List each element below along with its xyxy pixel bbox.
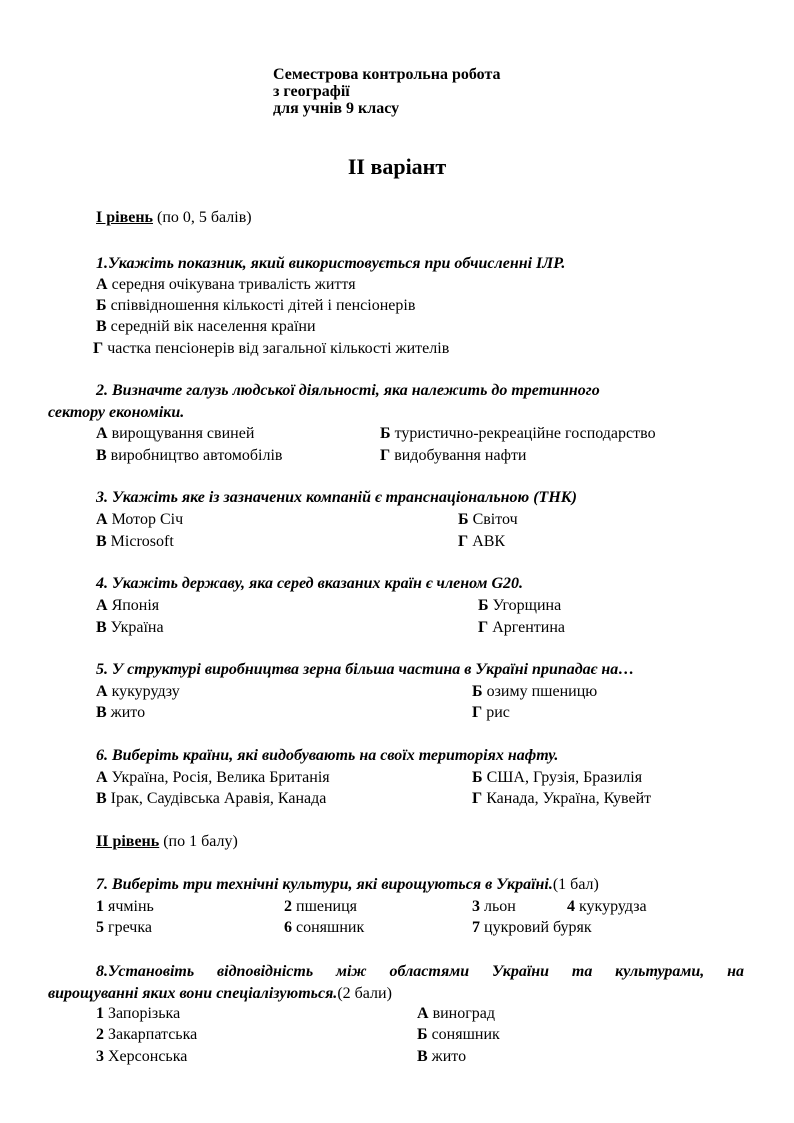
variant-title: ІІ варіант <box>347 154 447 179</box>
q8-text-line1: 8.Установіть відповідність між областями України та культурами, на <box>96 963 744 980</box>
list-item: 1 ячмінь <box>96 898 154 915</box>
list-item: В виробництво автомобілів <box>96 447 283 464</box>
header-line-2: з географії <box>273 83 350 100</box>
header-line-3: для учнів 9 класу <box>273 100 400 117</box>
list-item: 5 гречка <box>96 919 152 936</box>
list-item: В жито <box>96 704 146 721</box>
list-item: В Ірак, Саудівська Аравія, Канада <box>96 790 327 807</box>
list-item: Б США, Грузія, Бразилія <box>472 769 643 786</box>
list-item: В середній вік населення країни <box>96 318 316 335</box>
level2-points: (по 1 балу) <box>163 833 238 850</box>
q8-text-line2: вирощуванні яких вони спеціалізуються.(2 бали) <box>48 985 392 1002</box>
list-item: А кукурудзу <box>96 683 180 700</box>
q5-text: 5. У структурі виробництва зерна більша частина в Україні припадає на… <box>96 661 635 678</box>
list-item: В жито <box>417 1048 467 1065</box>
list-item: В Україна <box>96 619 164 636</box>
list-item: 2 Закарпатська <box>96 1026 198 1043</box>
list-item: 6 соняшник <box>284 919 365 936</box>
list-item: 3 льон <box>472 898 516 915</box>
list-item: Б співвідношення кількості дітей і пенсіонерів <box>96 297 416 314</box>
list-item: Г рис <box>472 704 510 721</box>
list-item: А середня очікувана тривалість життя <box>96 276 356 293</box>
list-item: Б соняшник <box>417 1026 500 1043</box>
list-item: Г частка пенсіонерів від загальної кількості жителів <box>93 340 450 357</box>
q7-text: 7. Виберіть три технічні культури, які вирощуються в Україні.(1 бал) <box>96 876 599 893</box>
q2-text-line2: сектору економіки. <box>48 404 185 421</box>
q7-points: (1 бал) <box>552 876 599 893</box>
list-item: Б озиму пшеницю <box>472 683 598 700</box>
header-line-1: Семестрова контрольна робота <box>273 66 501 83</box>
list-item: А Японія <box>96 597 160 614</box>
list-item: 7 цукровий буряк <box>472 919 592 936</box>
level2-label: ІІ рівень <box>96 833 160 850</box>
q4-text: 4. Укажіть державу, яка серед вказаних країн є членом G20. <box>96 575 524 592</box>
q2-text-line1: 2. Визначте галузь людської діяльності, яка належить до третинного <box>96 382 600 399</box>
q3-text: 3. Укажіть яке із зазначених компаній є транснаціональною (ТНК) <box>96 489 577 506</box>
list-item: А Україна, Росія, Велика Британія <box>96 769 330 786</box>
list-item: Г видобування нафти <box>380 447 527 464</box>
list-item: Б Угорщина <box>478 597 562 614</box>
list-item: Г АВК <box>458 533 506 550</box>
list-item: 1 Запорізька <box>96 1005 181 1022</box>
list-item: Г Канада, Україна, Кувейт <box>472 790 652 807</box>
q1-text: 1.Укажіть показник, який використовується при обчисленні ІЛР. <box>96 255 566 272</box>
q6-text: 6. Виберіть країни, які видобувають на своїх територіях нафту. <box>96 747 559 764</box>
list-item: А Мотор Січ <box>96 511 184 528</box>
list-item: Г Аргентина <box>478 619 565 636</box>
list-item: 2 пшениця <box>284 898 358 915</box>
list-item: 4 кукурудза <box>567 898 647 915</box>
list-item: 3 Херсонська <box>96 1048 188 1065</box>
list-item: А виноград <box>417 1005 496 1022</box>
list-item: А вирощування свиней <box>96 425 255 442</box>
level1-points: (по 0, 5 балів) <box>157 209 252 226</box>
q8-points: (2 бали) <box>337 985 392 1002</box>
list-item: Б Світоч <box>458 511 518 528</box>
list-item: В Microsoft <box>96 533 174 550</box>
list-item: Б туристично-рекреаційне господарство <box>380 425 656 442</box>
level2-heading <box>96 832 238 852</box>
level1-heading <box>96 208 252 228</box>
level1-label: І рівень <box>96 209 153 226</box>
